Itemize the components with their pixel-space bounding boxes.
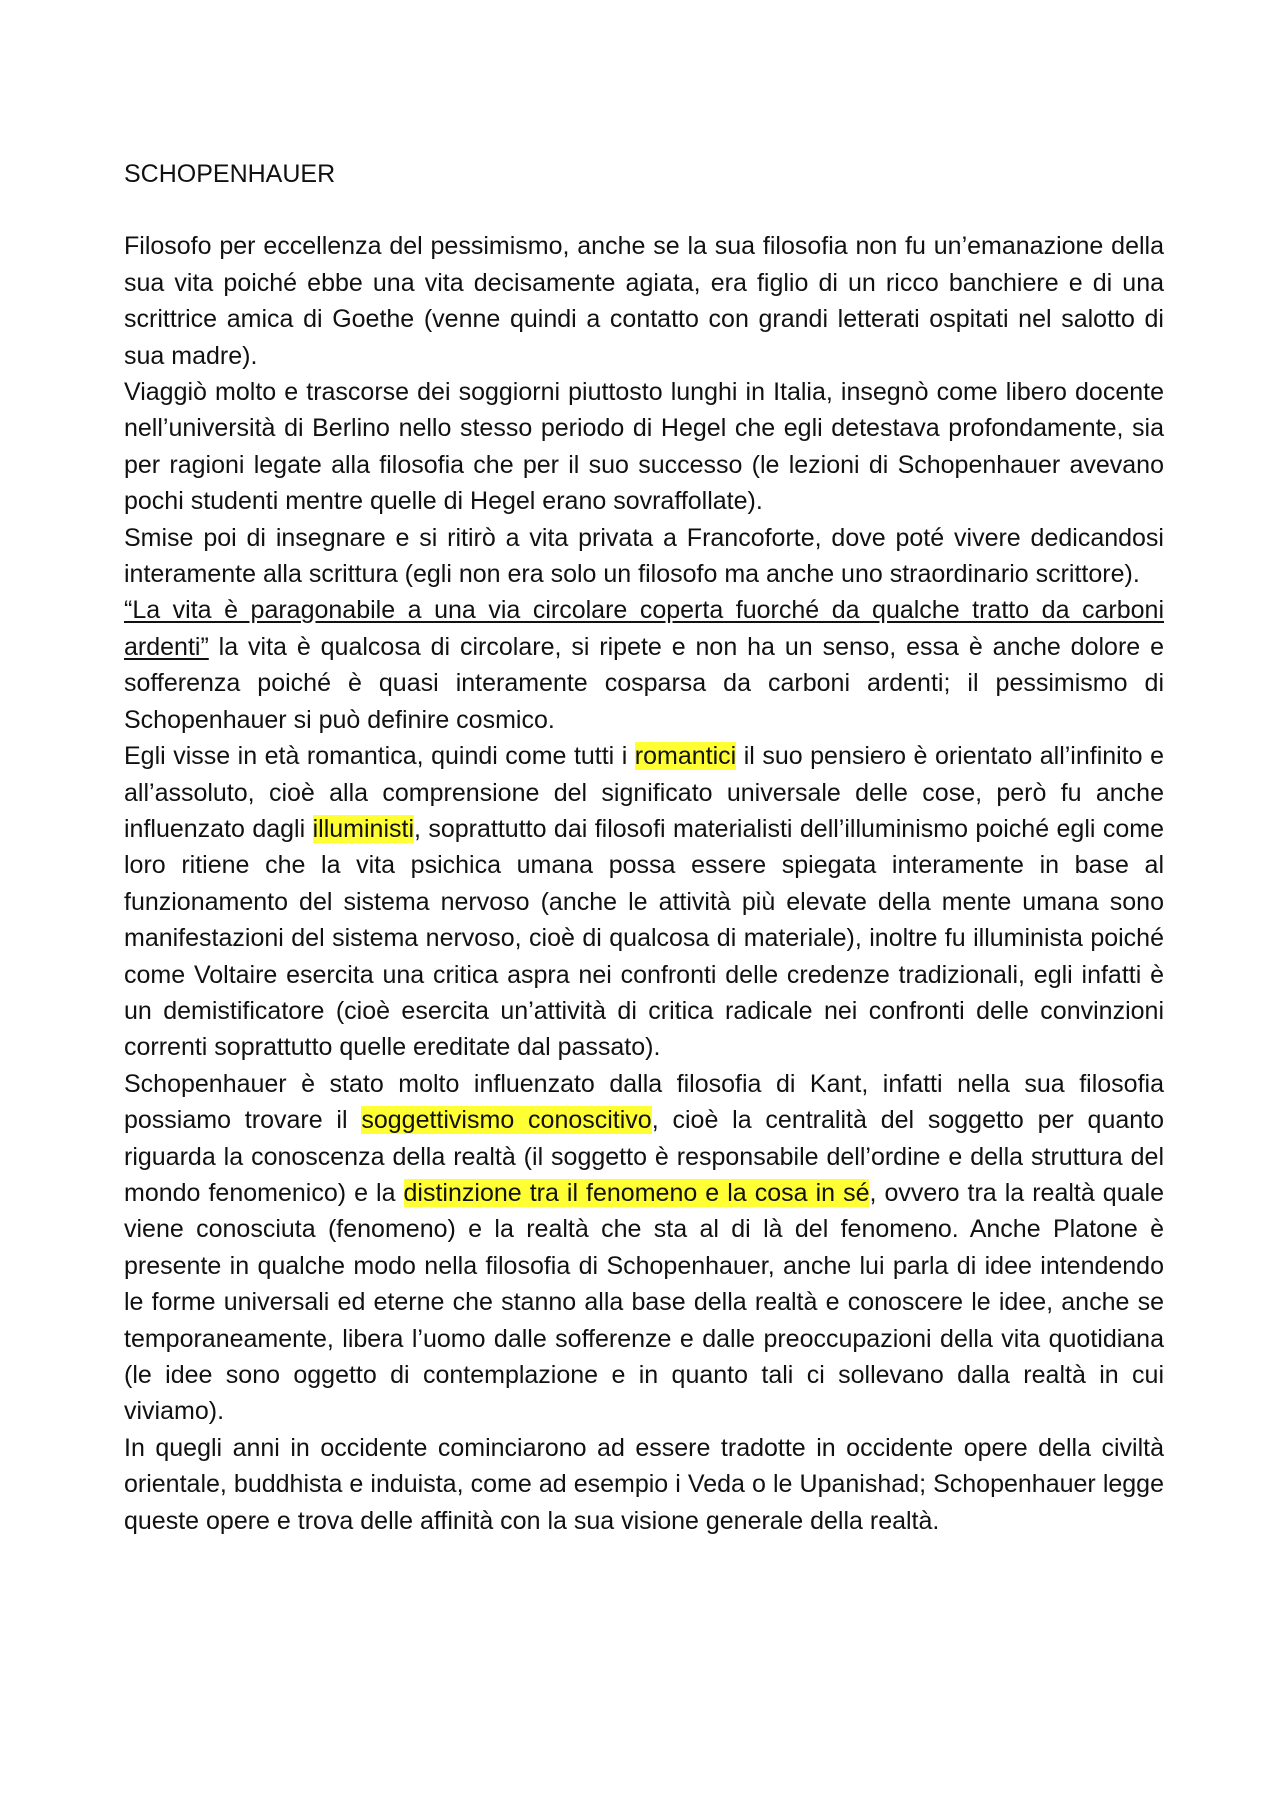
text-segment: il suo pensiero è orientato all’infinito e all’assoluto, cioè alla comprensione del significato universale delle cose, però fu anche influenzato dagli — [124, 742, 1164, 843]
highlight-soggettivismo: soggettivismo conoscitivo — [361, 1106, 652, 1135]
text-segment: , ovvero tra la realtà quale viene conosciuta (fenomeno) e la realtà che sta al di là del fenomeno. Anche Platone è presente in qualche modo nella filosofia di Schopenhauer, anche lui parla di idee intendendo le forme universali ed eterne che stanno alla base della realtà e conoscere le idee, anche se temporaneamente, libera l’uomo dalle sofferenze e dalle preoccupazioni della vita quotidiana (le idee sono oggetto di contemplazione e in quanto tali ci sollevano dalla realtà in cui viviamo). — [124, 1178, 1164, 1426]
underlined-quote: “La vita è paragonabile a una via circolare coperta fuorché da qualche tratto da carboni ardenti” — [124, 596, 1164, 661]
text-segment: Egli visse in età romantica, quindi come tutti i — [124, 742, 635, 771]
text-segment: , cioè la centralità del soggetto per quanto riguarda la conoscenza della realtà (il soggetto è responsabile dell’ordine e della struttura del mondo fenomenico) e la — [124, 1106, 1165, 1207]
paragraph-travels: Viaggiò molto e trascorse dei soggiorni piuttosto lunghi in Italia, insegnò come libero docente nell’università di Berlino nello stesso periodo di Hegel che egli detestava profondamente, sia per ragioni legate alla filosofia che per il suo successo (le lezioni di Schopenhauer avevano pochi studenti mentre quelle di Hegel erano sovraffollate). — [124, 378, 1164, 516]
highlight-fenomeno-cosa-in-se: distinzione tra il fenomeno e la cosa in sé — [403, 1178, 870, 1207]
text-segment: Schopenhauer è stato molto influenzato dalla filosofia di Kant, infatti nella sua filosofia possiamo trovare il — [124, 1069, 1164, 1135]
document-body — [124, 156, 1164, 1539]
paragraph-romantic-enlightenment — [124, 738, 1164, 1066]
text-segment: , soprattutto dai filosofi materialisti dell’illuminismo poiché egli come loro ritiene che la vita psichica umana possa essere spiegata interamente in base al funzionamento del sistema nervoso (anche le attività più elevate della mente umana sono manifestazioni del sistema nervoso, cioè di qualcosa di materiale), inoltre fu illuminista poiché come Voltaire esercita una critica aspra nei confronti delle credenze tradizionali, egli infatti è un demistificatore (cioè esercita un’attività di critica radicale nei confronti delle convinzioni correnti soprattutto quelle ereditate dal passato). — [124, 814, 1164, 1062]
quote-explanation: la vita è qualcosa di circolare, si ripete e non ha un senso, essa è anche dolore e sofferenza poiché è quasi interamente cosparsa da carboni ardenti; il pessimismo di Schopenhauer si può definire cosmico. — [124, 632, 1164, 734]
paragraph-retirement: Smise poi di insegnare e si ritirò a vita privata a Francoforte, dove poté vivere dedicandosi interamente alla scrittura (egli non era solo un filosofo ma anche uno straordinario scrittore). — [124, 523, 1164, 589]
paragraph-kant-platone — [124, 1066, 1164, 1430]
paragraph-oriental: In quegli anni in occidente cominciarono ad essere tradotte in occidente opere della civiltà orientale, buddhista e induista, come ad esempio i Veda o le Upanishad; Schopenhauer legge queste opere e trova delle affinità con la sua visione generale della realtà. — [124, 1433, 1164, 1535]
paragraph-quote — [124, 592, 1164, 738]
document-title: SCHOPENHAUER — [124, 160, 336, 188]
highlight-illuministi: illuministi — [312, 814, 414, 843]
highlight-romantici: romantici — [634, 742, 737, 771]
paragraph-intro: Filosofo per eccellenza del pessimismo, anche se la sua filosofia non fu un’emanazione della sua vita poiché ebbe una vita decisamente agiata, era figlio di un ricco banchiere e di una scrittrice amica di Goethe (venne quindi a contatto con grandi letterati ospitati nel salotto di sua madre). — [124, 232, 1164, 370]
